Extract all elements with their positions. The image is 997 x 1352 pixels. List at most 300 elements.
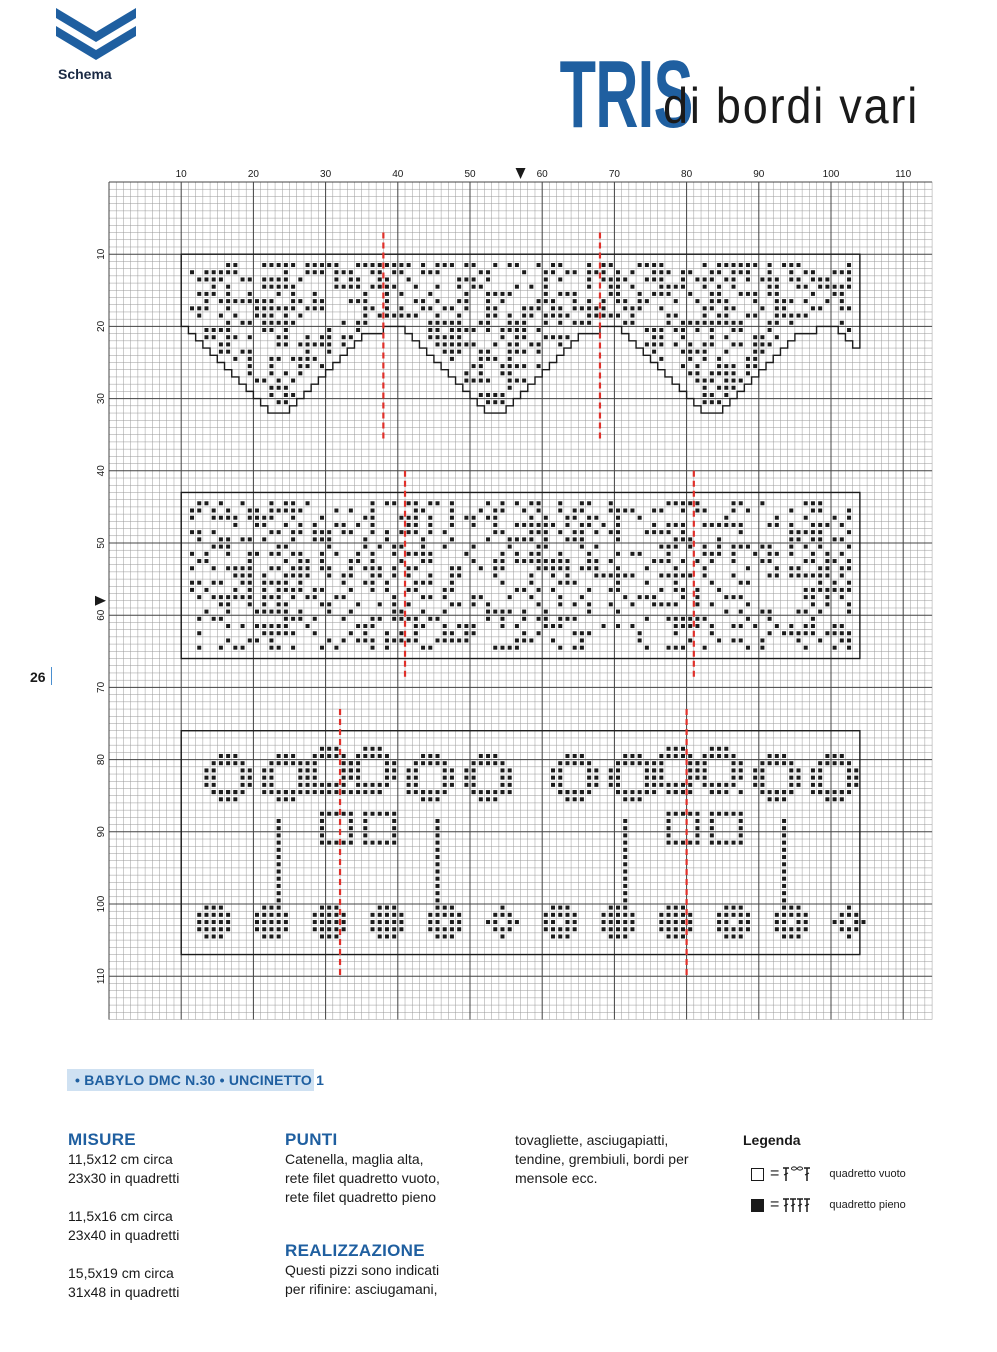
filled-stitch (277, 826, 281, 830)
filled-stitch (277, 920, 281, 924)
filled-stitch (551, 920, 555, 924)
filled-stitch (298, 357, 302, 361)
filled-stitch (544, 292, 548, 296)
filled-stitch (508, 314, 512, 318)
filled-stitch (652, 335, 656, 339)
filled-stitch (753, 364, 757, 368)
filled-stitch (450, 783, 454, 787)
filled-stitch (284, 306, 288, 310)
filled-stitch (197, 509, 201, 513)
filled-stitch (573, 306, 577, 310)
filled-stitch (703, 768, 707, 772)
y-tick-label: 50 (96, 537, 107, 549)
filled-stitch (327, 790, 331, 794)
filled-stitch (746, 920, 750, 924)
filled-stitch (428, 530, 432, 534)
filled-stitch (760, 790, 764, 794)
filled-stitch (262, 573, 266, 577)
filled-stitch (681, 595, 685, 599)
filled-stitch (515, 342, 519, 346)
filled-stitch (269, 516, 273, 520)
filled-stitch (472, 285, 476, 289)
filled-stitch (681, 364, 685, 368)
filled-stitch (587, 263, 591, 267)
filled-stitch (436, 913, 440, 917)
filled-stitch (457, 314, 461, 318)
chain-stitch-symbol-icon (781, 1166, 819, 1182)
filled-stitch (695, 509, 699, 513)
filled-stitch (190, 566, 194, 570)
filled-stitch (551, 934, 555, 938)
filled-stitch (544, 920, 548, 924)
filled-stitch (840, 624, 844, 628)
filled-stitch (269, 610, 273, 614)
filled-stitch (760, 342, 764, 346)
filled-stitch (840, 285, 844, 289)
filled-stitch (724, 386, 728, 390)
filled-stitch (363, 321, 367, 325)
filled-stitch (688, 357, 692, 361)
filled-stitch (652, 530, 656, 534)
filled-stitch (464, 306, 468, 310)
filled-stitch (695, 761, 699, 765)
filled-stitch (212, 270, 216, 274)
filled-stitch (565, 934, 569, 938)
filled-stitch (652, 783, 656, 787)
filled-stitch (269, 624, 273, 628)
filled-stitch (493, 559, 497, 563)
filled-stitch (248, 509, 252, 513)
filled-stitch (436, 754, 440, 758)
filled-stitch (703, 342, 707, 346)
filled-stitch (298, 342, 302, 346)
filled-stitch (522, 379, 526, 383)
filled-stitch (407, 638, 411, 642)
filled-stitch (457, 602, 461, 606)
filled-stitch (284, 754, 288, 758)
filled-stitch (508, 768, 512, 772)
filled-stitch (811, 588, 815, 592)
filled-stitch (508, 595, 512, 599)
filled-stitch (241, 783, 245, 787)
filled-stitch (277, 335, 281, 339)
filled-stitch (414, 776, 418, 780)
filled-stitch (840, 638, 844, 642)
filled-stitch (291, 321, 295, 325)
filled-stitch (854, 776, 858, 780)
filled-stitch (732, 321, 736, 325)
filled-stitch (587, 566, 591, 570)
filled-stitch (226, 537, 230, 541)
filled-stitch (818, 537, 822, 541)
filled-stitch (847, 559, 851, 563)
filled-stitch (421, 306, 425, 310)
filled-stitch (464, 631, 468, 635)
filled-stitch (609, 588, 613, 592)
legend-title: Legenda (743, 1132, 801, 1148)
filled-stitch (623, 906, 627, 910)
filled-stitch (537, 523, 541, 527)
filled-stitch (522, 523, 526, 527)
filled-stitch (753, 776, 757, 780)
filled-stitch (529, 285, 533, 289)
filled-stitch (392, 595, 396, 599)
filled-stitch (515, 321, 519, 325)
filled-stitch (797, 776, 801, 780)
filled-stitch (443, 530, 447, 534)
filled-stitch (580, 537, 584, 541)
filled-stitch (486, 610, 490, 614)
filled-stitch (674, 573, 678, 577)
filled-stitch (681, 573, 685, 577)
filled-stitch (262, 776, 266, 780)
filled-stitch (580, 761, 584, 765)
filled-stitch (371, 516, 375, 520)
filled-stitch (378, 573, 382, 577)
filled-stitch (638, 797, 642, 801)
filled-stitch (782, 631, 786, 635)
filled-stitch (436, 841, 440, 845)
filled-stitch (573, 927, 577, 931)
filled-stitch (638, 263, 642, 267)
filled-stitch (804, 631, 808, 635)
filled-stitch (537, 545, 541, 549)
filled-stitch (269, 927, 273, 931)
filled-stitch (573, 646, 577, 650)
filled-stitch (739, 270, 743, 274)
filled-stitch (768, 573, 772, 577)
filled-stitch (428, 790, 432, 794)
filled-stitch (652, 768, 656, 772)
filled-stitch (421, 790, 425, 794)
filled-stitch (486, 328, 490, 332)
filled-stitch (493, 927, 497, 931)
filled-stitch (327, 328, 331, 332)
filled-stitch (833, 920, 837, 924)
filled-stitch (219, 797, 223, 801)
filled-stitch (255, 638, 259, 642)
filled-stitch (732, 841, 736, 845)
filled-stitch (847, 610, 851, 614)
filled-stitch (847, 761, 851, 765)
filled-stitch (493, 761, 497, 765)
filled-stitch (291, 588, 295, 592)
filled-stitch (681, 530, 685, 534)
filled-stitch (313, 920, 317, 924)
filled-stitch (739, 934, 743, 938)
filled-stitch (695, 379, 699, 383)
filled-stitch (500, 761, 504, 765)
filled-stitch (703, 566, 707, 570)
filled-stitch (500, 776, 504, 780)
filled-stitch (320, 364, 324, 368)
filled-stitch (544, 516, 548, 520)
filled-stitch (320, 537, 324, 541)
filled-stitch (493, 573, 497, 577)
filled-stitch (573, 509, 577, 513)
filled-stitch (269, 321, 273, 325)
filled-stitch (241, 350, 245, 354)
filled-stitch (472, 783, 476, 787)
filled-stitch (269, 566, 273, 570)
filled-stitch (248, 537, 252, 541)
filled-stitch (479, 350, 483, 354)
filled-stitch (739, 819, 743, 823)
filled-stitch (414, 566, 418, 570)
filled-stitch (739, 328, 743, 332)
filled-stitch (688, 292, 692, 296)
filled-stitch (378, 790, 382, 794)
filled-stitch (436, 833, 440, 837)
filled-stitch (219, 350, 223, 354)
filled-stitch (436, 321, 440, 325)
filled-stitch (732, 523, 736, 527)
filled-stitch (587, 776, 591, 780)
filled-stitch (291, 617, 295, 621)
filled-stitch (349, 566, 353, 570)
filled-stitch (573, 321, 577, 325)
filled-stitch (645, 530, 649, 534)
filled-stitch (768, 559, 772, 563)
filled-stitch (833, 588, 837, 592)
filled-stitch (450, 776, 454, 780)
realizzazione-section (285, 1241, 439, 1299)
filled-stitch (248, 595, 252, 599)
filled-stitch (219, 906, 223, 910)
filled-stitch (479, 379, 483, 383)
filled-stitch (248, 277, 252, 281)
filled-stitch (717, 790, 721, 794)
filled-stitch (652, 277, 656, 281)
misure-size-cm: 15,5x19 cm circa (68, 1265, 174, 1281)
filled-stitch (623, 321, 627, 325)
filled-stitch (342, 913, 346, 917)
filled-stitch (508, 920, 512, 924)
filled-stitch (212, 328, 216, 332)
filled-stitch (255, 306, 259, 310)
filled-stitch (695, 364, 699, 368)
filled-stitch (717, 523, 721, 527)
filled-stitch (573, 754, 577, 758)
filled-stitch (421, 581, 425, 585)
filled-stitch (450, 263, 454, 267)
filled-stitch (269, 263, 273, 267)
legend-equals: = (770, 1165, 780, 1182)
filled-stitch (262, 306, 266, 310)
filled-stitch (753, 624, 757, 628)
filled-stitch (284, 393, 288, 397)
filled-stitch (732, 386, 736, 390)
filled-stitch (392, 566, 396, 570)
filled-stitch (825, 602, 829, 606)
filled-stitch (298, 314, 302, 318)
filled-stitch (695, 299, 699, 303)
filled-stitch (392, 545, 396, 549)
filled-stitch (804, 545, 808, 549)
filled-stitch (356, 552, 360, 556)
filled-stitch (537, 509, 541, 513)
filled-stitch (811, 277, 815, 281)
filled-stitch (551, 913, 555, 917)
filled-stitch (775, 277, 779, 281)
filled-stitch (825, 573, 829, 577)
filled-stitch (342, 841, 346, 845)
filled-stitch (797, 610, 801, 614)
filled-stitch (291, 530, 295, 534)
filled-stitch (241, 537, 245, 541)
filled-stitch (580, 306, 584, 310)
filled-stitch (212, 277, 216, 281)
filled-stitch (219, 595, 223, 599)
filled-stitch (515, 328, 519, 332)
filled-stitch (797, 573, 801, 577)
filled-stitch (371, 754, 375, 758)
filled-stitch (197, 537, 201, 541)
filled-stitch (818, 545, 822, 549)
filled-stitch (782, 841, 786, 845)
filled-stitch (298, 768, 302, 772)
filled-stitch (717, 638, 721, 642)
filled-stitch (334, 285, 338, 289)
filled-stitch (681, 754, 685, 758)
filled-stitch (674, 537, 678, 541)
filled-stitch (667, 285, 671, 289)
filled-stitch (529, 306, 533, 310)
filled-stitch (544, 559, 548, 563)
filled-stitch (847, 913, 851, 917)
filled-stitch (825, 285, 829, 289)
filled-stitch (732, 768, 736, 772)
filled-stitch (212, 566, 216, 570)
filled-stitch (789, 783, 793, 787)
filled-stitch (688, 573, 692, 577)
filled-stitch (500, 393, 504, 397)
filled-stitch (378, 812, 382, 816)
filled-stitch (515, 379, 519, 383)
filled-stitch (833, 797, 837, 801)
filled-stitch (399, 314, 403, 318)
filled-stitch (681, 624, 685, 628)
filled-stitch (421, 537, 425, 541)
filled-stitch (630, 314, 634, 318)
filled-stitch (450, 566, 454, 570)
filled-stitch (804, 646, 808, 650)
filled-stitch (681, 747, 685, 751)
filled-stitch (399, 263, 403, 267)
filled-stitch (688, 537, 692, 541)
filled-stitch (269, 501, 273, 505)
filled-stitch (847, 270, 851, 274)
filled-stitch (327, 335, 331, 339)
filled-stitch (385, 530, 389, 534)
filled-stitch (262, 277, 266, 281)
filled-stitch (334, 595, 338, 599)
filled-stitch (551, 566, 555, 570)
filled-stitch (414, 516, 418, 520)
filled-stitch (291, 509, 295, 513)
filled-stitch (219, 646, 223, 650)
filled-stitch (327, 342, 331, 346)
filled-stitch (392, 841, 396, 845)
filled-stitch (479, 566, 483, 570)
filled-stitch (659, 559, 663, 563)
filled-stitch (544, 335, 548, 339)
filled-stitch (782, 754, 786, 758)
filled-stitch (847, 545, 851, 549)
filled-stitch (204, 292, 208, 296)
filled-stitch (342, 617, 346, 621)
filled-stitch (739, 776, 743, 780)
filled-stitch (717, 357, 721, 361)
filled-stitch (760, 277, 764, 281)
filled-stitch (732, 328, 736, 332)
filled-stitch (551, 906, 555, 910)
filled-stitch (587, 610, 591, 614)
filled-stitch (840, 566, 844, 570)
filled-stitch (695, 776, 699, 780)
filled-stitch (233, 314, 237, 318)
filled-stitch (558, 306, 562, 310)
filled-stitch (392, 761, 396, 765)
filled-stitch (768, 790, 772, 794)
filled-stitch (407, 263, 411, 267)
filled-stitch (457, 335, 461, 339)
filled-stitch (630, 754, 634, 758)
filled-stitch (248, 559, 252, 563)
filled-stitch (392, 610, 396, 614)
filled-stitch (277, 342, 281, 346)
filled-stitch (371, 263, 375, 267)
filled-stitch (544, 277, 548, 281)
filled-stitch (248, 335, 252, 339)
filled-stitch (399, 306, 403, 310)
filled-stitch (219, 581, 223, 585)
filled-stitch (320, 747, 324, 751)
filled-stitch (782, 826, 786, 830)
filled-stitch (789, 509, 793, 513)
filled-stitch (638, 516, 642, 520)
filled-stitch (746, 617, 750, 621)
filled-stitch (284, 617, 288, 621)
filled-stitch (443, 934, 447, 938)
filled-stitch (580, 530, 584, 534)
filled-stitch (356, 263, 360, 267)
filled-stitch (277, 263, 281, 267)
filled-stitch (450, 509, 454, 513)
filled-stitch (306, 270, 310, 274)
filled-stitch (782, 920, 786, 924)
filled-stitch (277, 545, 281, 549)
filled-stitch (847, 328, 851, 332)
filled-stitch (659, 754, 663, 758)
filled-stitch (811, 530, 815, 534)
filled-stitch (659, 761, 663, 765)
filled-stitch (320, 833, 324, 837)
filled-stitch (587, 516, 591, 520)
materials-badge: • BABYLO DMC N.30 • UNCINETTO 1 (67, 1069, 314, 1091)
filled-stitch (378, 277, 382, 281)
filled-stitch (623, 920, 627, 924)
filled-stitch (847, 588, 851, 592)
filled-stitch (219, 761, 223, 765)
filled-stitch (587, 552, 591, 556)
filled-stitch (811, 768, 815, 772)
filled-stitch (248, 364, 252, 368)
filled-stitch (775, 321, 779, 325)
empty-square-icon (751, 1168, 764, 1181)
filled-stitch (674, 747, 678, 751)
filled-stitch (630, 790, 634, 794)
